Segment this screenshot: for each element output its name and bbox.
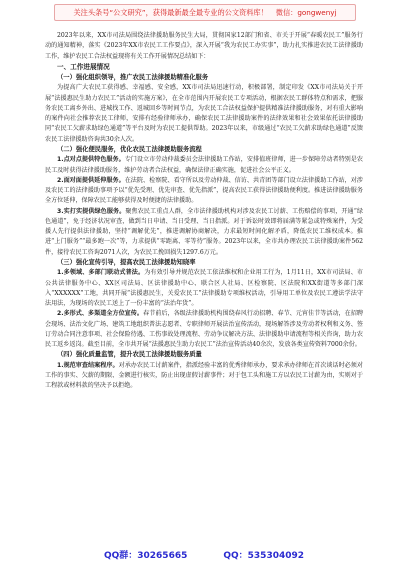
publicity-point-1-lead: 1.多领域、多部门联动式普法。 xyxy=(57,269,145,277)
service-point-2-lead: 2.面对面提供延伸服务。 xyxy=(57,176,125,184)
subsection-heading-4: （四）强化质量监管，提升农民工法律援助服务质量 xyxy=(57,351,202,359)
service-point-3-text: 聚焦农民工重点人群，全市法律援助机构对涉及农民工讨薪、工伤赔偿的事项，开通“绿色通道”，免于经济状况审查，做到当日申请、当日受理、当日指派。对于诉讼时效即将届满等紧急或特殊案件，为受援人先行提供法律援助，坚持“调解优先”，推进调解协商解决，力求最短时间化解矛盾，降低农民工维权成本。推进“上门服务”“最多跑一次”等，力求提供“零距离、零等待”服务。2023年以来，全市共办理农民工法律援助案件562件，接待农民工咨询2071人次，为农民工挽回损失1297.6万元。 xyxy=(45,207,363,256)
quality-point-1-lead: 1.规范审查结案程序。 xyxy=(57,361,119,369)
publicity-point-1-text: 为有效引导并规范农民工依法维权和企业用工行为，1月11日，XX市司法局、市公共法律服务中心、XX区司法局、区法律援助中心、联合区人社局、区检察院、区法院和XX街道等多部门深入“XXXXXX”工地，共同开展“法援惠民生，关爱农民工”法律援助专项维权活动，引导用工单位及农民工遵法学法守法用法，为现场的农民工送上了一份丰富的“法治年货”。 xyxy=(45,269,364,307)
subsection-heading-3: （三）强化宣传引导，提高农民工法律援助知晓率 xyxy=(57,258,196,266)
contact-footer xyxy=(0,548,408,561)
subsection-heading-1: （一）强化组织领导，推广农民工法律援助精准化服务 xyxy=(57,73,209,81)
qq-contact-text: QQ：535304092 xyxy=(223,551,305,561)
service-point-1-lead: 1.点对点提供特色服务。 xyxy=(57,156,125,164)
subsection-heading-2: （二）强化便民服务，优化农民工法律援助服务流程 xyxy=(57,145,202,153)
publicity-point-1 xyxy=(45,268,363,309)
service-point-2 xyxy=(45,176,363,207)
document-body xyxy=(45,31,363,392)
qq-group-text: QQ群：30265665 xyxy=(103,551,188,561)
banner-promo-text: 关注头条号“公文研究”，获得最新最全最专业的公文资料库！ xyxy=(73,7,268,17)
publicity-point-2-text: 春节前后，各级法律援助机构围绕春风行动招聘、春节、元宵佳节等活动，在招聘会现场、法治文化广场、建筑工地组织普法志愿者、专职律师开展法治宣传活动，现场解答涉及劳动者权利和义务、签订劳动合同注意事项、社会保险待遇、工伤事故处理流程、劳动争议解决方法、法律援助申请流程等相关咨询，助力农民工返乡返岗。截至目前，全市共开展“法援惠民生助力农民工”法治宣传活动40余次，发放各类宣传资料7000余份。 xyxy=(45,310,363,348)
service-point-1 xyxy=(45,155,363,176)
service-point-3-lead: 3.实打实提供绿色服务。 xyxy=(57,207,126,215)
publicity-point-2-lead: 2.多形式、多渠道全方位宣传。 xyxy=(57,310,144,318)
quality-point-1-text: 对承办农民工讨薪案件，指派经验丰富的优秀律师承办，要求承办律师在首次谈话时必须对工作的事实、欠薪的期限、金额进行核实，防止出现虚假讨薪事件；对于包工头和施工方以农民工讨薪为由，实则对于工程款或材料款的坚决予以拒绝。 xyxy=(45,361,363,390)
service-point-1-text: 专门设立市劳动仲裁委员会法律援助工作站，安排值班律师，进一步保障劳动者特别是农民工及时获得法律援助服务，维护劳动者合法权益，确保法律正确实施，促进社会公平正义。 xyxy=(45,156,363,174)
banner-wechat-text: 微信：gongwenyj xyxy=(275,7,337,17)
intro-paragraph: 2023年以来，XX市司法局围绕法律援助服务民生大局，贯彻国家12部门和省、市关于开展“春暖农民工”服务行动的通知精神，落实《2023年XX市农民工工作要点》，深入开展“我为农民工办实事”，助力扎实推进农民工法律援助工作，维护农民工合法权益现将有关工作开展情况总结如下： xyxy=(45,32,363,60)
subsection-1-paragraph: 为提高广大农民工获得感、幸福感、安全感，XX市司法局迅速行动，积极部署，制定印发《XX市司法局关于开展“法援惠民生助力农民工”活动的实施方案》，在全市范围内开展农民工专项活动，根据农民工群体特点和需求，把服务农民工离乡外出、进城找工作、返城回乡等时间节点，为农民工合法权益保护提供精准法律援助服务，对有重大影响的案件向社会推荐农民工律师，安排有经验律师承办，确保农民工法律援助案件的法律效果和社会效果依托法律援助同“农民工欠薪求助绿色通道”等平台及时为农民工提供帮助。2023年以来，市级通过“农民工欠薪求助绿色通道”反馈农民工法律援助咨询共30余人次。 xyxy=(45,84,363,143)
service-point-2-text: 在法院、检察院、看守所以及劳动仲裁、信访、共青团等部门设立法律援助工作站，对涉及农民工的法律援助事项予以“优先受理、优先审查、优先指派”，提高农民工获得法律援助便利度。推进法律援助服务全方位延伸，保障农民工能够获得及时便捷的法律援助。 xyxy=(45,176,363,205)
publicity-point-2 xyxy=(45,309,363,350)
quality-point-1 xyxy=(45,361,363,392)
section-heading: 一、工作进展情况 xyxy=(57,62,110,71)
promo-banner[interactable] xyxy=(54,4,356,21)
service-point-3 xyxy=(45,207,363,258)
